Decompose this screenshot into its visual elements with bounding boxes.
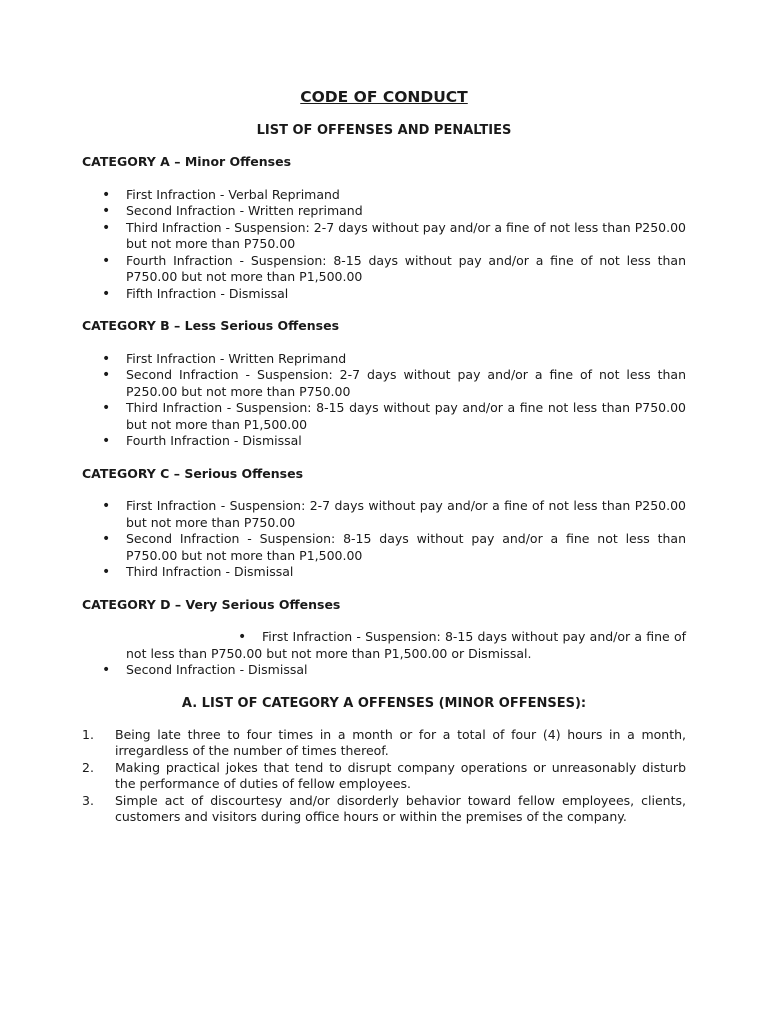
offense-list	[82, 727, 686, 826]
category-separator: –	[169, 465, 185, 481]
item-text: Simple act of discourtesy and/or disorderly behavior toward fellow employees, clients, customers and visitors during office hours or within the premises of the company.	[115, 792, 686, 824]
category-label: CATEGORY D	[82, 596, 171, 612]
category-d	[82, 597, 686, 679]
item-number: 2.	[82, 759, 94, 775]
list-item: • Second Infraction - Suspension: 2-7 days without pay and/or a fine of not less than P250.00 but not more than P750.00	[82, 367, 686, 400]
document-subtitle: LIST OF OFFENSES AND PENALTIES	[256, 123, 512, 138]
list-item: • Third Infraction - Dismissal	[82, 564, 686, 581]
category-b	[82, 318, 686, 450]
category-separator: –	[170, 596, 186, 612]
category-heading	[82, 318, 686, 335]
category-a	[82, 154, 686, 302]
category-c	[82, 466, 686, 581]
item-text: Making practical jokes that tend to disrupt company operations or unreasonably disturb the performance of duties of fellow employees.	[115, 759, 686, 791]
penalty-list	[82, 498, 686, 581]
item-number: 3.	[82, 792, 94, 808]
category-label: CATEGORY B	[82, 318, 170, 333]
list-item: • First Infraction - Written Reprimand	[82, 351, 686, 368]
category-name: Very Serious Offenses	[185, 596, 341, 612]
category-heading	[82, 466, 686, 483]
category-label: CATEGORY A	[82, 154, 170, 169]
list-item: • Third Infraction - Suspension: 2-7 days without pay and/or a fine of not less than P250.00 but not more than P750.00	[82, 220, 686, 253]
list-item: • Second Infraction - Suspension: 8-15 days without pay and/or a fine not less than P750.00 but not more than P1,500.00	[82, 531, 686, 564]
list-item: • First Infraction - Verbal Reprimand	[82, 187, 686, 204]
category-label: CATEGORY C	[82, 465, 170, 481]
penalty-list	[82, 187, 686, 303]
penalty-list	[82, 629, 686, 679]
category-separator: –	[169, 154, 185, 169]
penalty-list	[82, 351, 686, 450]
category-heading	[82, 154, 686, 171]
list-item: • First Infraction - Suspension: 2-7 days without pay and/or a fine of not less than P250.00 but not more than P750.00	[82, 498, 686, 531]
category-name: Serious Offenses	[184, 465, 304, 481]
document-title: CODE OF CONDUCT	[300, 88, 468, 106]
list-item: • Fourth Infraction - Dismissal	[82, 433, 686, 450]
list-item	[82, 760, 686, 793]
list-item: • Third Infraction - Suspension: 8-15 days without pay and/or a fine not less than P750.00 but not more than P1,500.00	[82, 400, 686, 433]
category-name: Less Serious Offenses	[184, 318, 340, 333]
item-text: Being late three to four times in a month or for a total of four (4) hours in a month, irregardless of the number of times thereof.	[115, 726, 686, 758]
list-item: • Fifth Infraction - Dismissal	[82, 286, 686, 303]
list-item	[82, 793, 686, 826]
list-item: • Second Infraction - Dismissal	[82, 662, 686, 679]
item-number: 1.	[82, 726, 94, 742]
category-separator: –	[169, 318, 185, 333]
list-item: • Second Infraction - Written reprimand	[82, 203, 686, 220]
document-page	[82, 86, 686, 826]
list-item: • First Infraction - Suspension: 8-15 days without pay and/or a fine of not less than P750.00 but not more than P1,500.00 or Dismissal.	[82, 629, 686, 662]
section-heading: A. LIST OF CATEGORY A OFFENSES (MINOR OFFENSES):	[181, 695, 587, 711]
category-heading	[82, 597, 686, 614]
category-name: Minor Offenses	[184, 154, 292, 169]
list-item: • Fourth Infraction - Suspension: 8-15 days without pay and/or a fine of not less than P750.00 but not more than P1,500.00	[82, 253, 686, 286]
list-item	[82, 727, 686, 760]
